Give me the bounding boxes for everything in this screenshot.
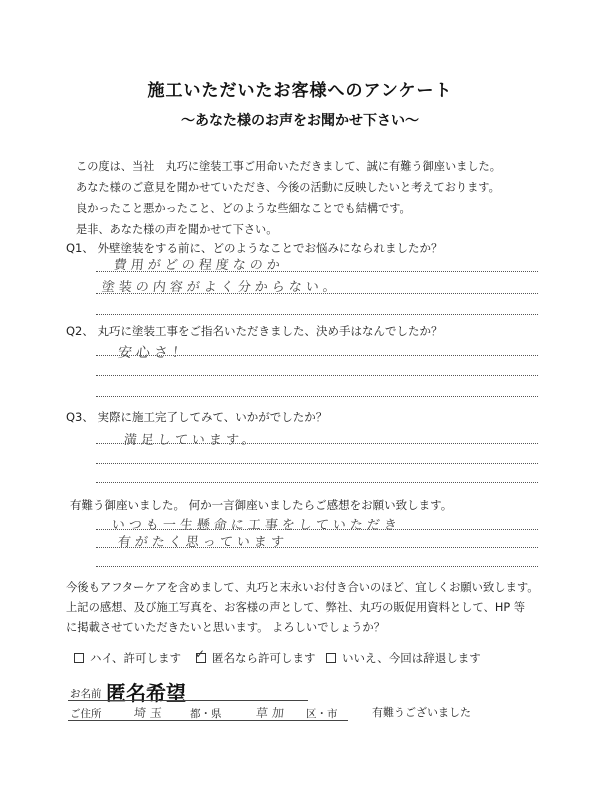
answer-rule — [96, 355, 538, 356]
name-value: 匿名希望 — [106, 681, 186, 705]
answer-rule — [96, 463, 538, 464]
address-label: ご住所 — [70, 708, 102, 720]
address-prefecture: 埼玉 — [133, 706, 167, 720]
name-label: お名前 — [70, 688, 102, 700]
comment-answer-line-2: 有がたく思っています — [117, 535, 289, 550]
intro-line: あなた様のご意見を聞かせていただき、今後の活動に反映したいと考えております。 — [76, 181, 500, 194]
question-2-answer: 安心さ！ — [117, 345, 191, 361]
answer-rule — [96, 293, 538, 294]
answer-rule — [96, 482, 538, 483]
intro-line: 良かったこと悪かったこと、どのような些細なことでも結構です。 — [76, 202, 411, 215]
survey-subtitle: ～あなた様のお声をお聞かせ下さい～ — [181, 113, 419, 129]
question-1-answer-line-2: 塗装の内容がよく分からない。 — [101, 280, 341, 295]
question-3-label: Q3、 実際に施工完了してみて、いかがでしたか？ — [66, 410, 328, 424]
consent-option-anonymous[interactable] — [195, 647, 316, 666]
consent-option-label: ハイ、許可します — [90, 651, 181, 665]
checkbox-unchecked[interactable] — [74, 653, 84, 663]
survey-title: 施工いただいたお客様へのアンケート — [147, 81, 453, 101]
question-2-label: Q2、 丸巧に塗装工事をご指名いただきました、決め手はなんでしたか？ — [66, 324, 443, 338]
checkbox-checked[interactable] — [195, 647, 206, 663]
answer-rule — [96, 566, 538, 567]
closing-line: 上記の感想、及び施工写真を、お客様の声として、弊社、丸巧の販促用資料として、HP 等 — [66, 601, 526, 614]
address-prefecture-suffix: 都・県 — [190, 708, 222, 720]
thank-you-text: 有難うございました — [372, 706, 471, 719]
closing-text — [66, 578, 539, 638]
address-city: 草加 — [255, 706, 289, 720]
question-3-answer: 満足しています。 — [123, 433, 260, 448]
closing-line: 今後もアフターケアを含めまして、丸巧と末永いお付き合いのほど、宜しくお願い致します。 — [66, 581, 539, 594]
answer-rule — [96, 443, 538, 444]
address-city-suffix: 区・市 — [306, 708, 338, 720]
comment-prompt: 有難う御座いました。 何か一言御座いましたらご感想をお願い致します。 — [70, 498, 453, 512]
intro-line: 是非、あなた様の声を聞かせて下さい。 — [76, 223, 278, 236]
intro-text — [76, 156, 501, 240]
consent-option-yes[interactable] — [74, 650, 181, 666]
answer-rule — [96, 529, 538, 530]
consent-option-decline[interactable] — [326, 650, 481, 666]
answer-rule — [96, 547, 538, 548]
check-mark-icon: ✓ — [195, 647, 206, 661]
intro-line: この度は、当社 丸巧に塗装工事ご用命いただきまして、誠に有難う御座いました。 — [76, 160, 501, 173]
consent-option-label: 匿名なら許可します — [212, 651, 316, 665]
closing-line: に掲載させていただきたいと思います。 よろしいでしょうか？ — [66, 621, 386, 634]
comment-answer-line-1: いつも一生懸命に工事をしていただき — [111, 518, 402, 533]
question-1-label: Q1、 外壁塗装をする前に、どのようなことでお悩みになられましたか？ — [66, 241, 443, 255]
answer-rule — [96, 375, 538, 376]
address-underline — [68, 720, 348, 721]
consent-option-label: いいえ、今回は辞退します — [342, 651, 481, 665]
checkbox-unchecked[interactable] — [326, 653, 336, 663]
question-1-answer-line-1: 費用がどの程度なのか — [113, 258, 285, 273]
answer-rule — [96, 396, 538, 397]
answer-rule — [96, 314, 538, 315]
answer-rule — [96, 271, 538, 272]
name-underline — [68, 700, 308, 701]
